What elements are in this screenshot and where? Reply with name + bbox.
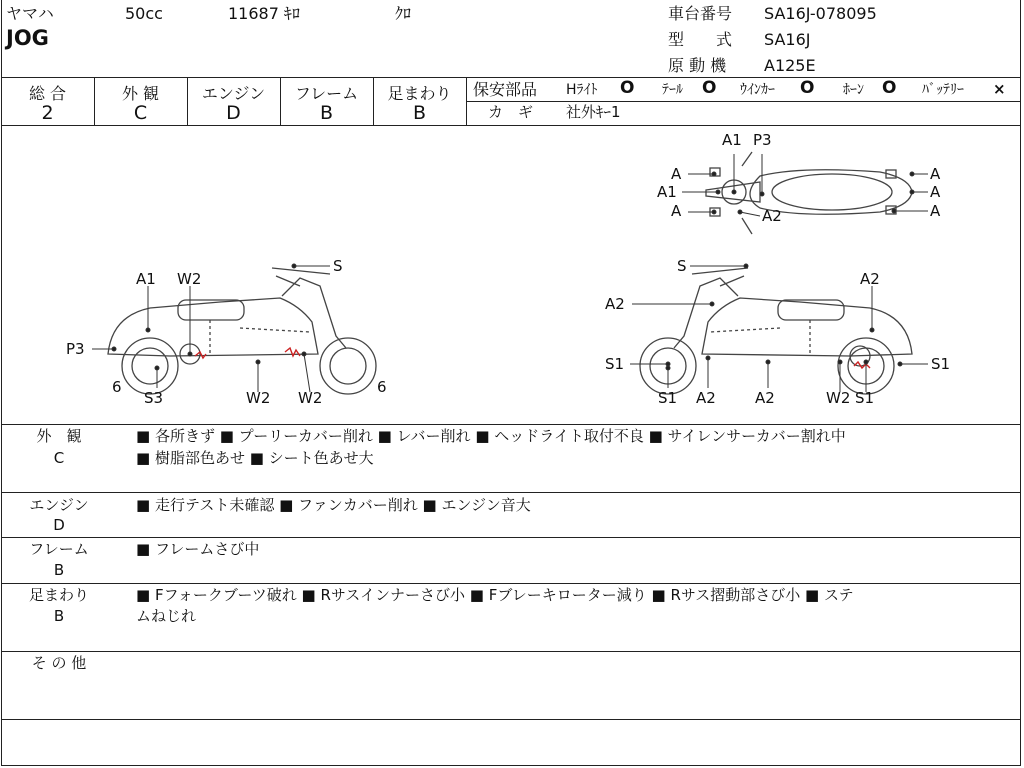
diagram-label: A xyxy=(671,165,682,183)
diagram-label: W2 xyxy=(177,270,202,288)
engine-model-value: A125E xyxy=(764,56,816,75)
model-name: JOG xyxy=(6,26,49,50)
grade-engine-label: エンジン xyxy=(201,84,266,103)
frame-no-value: SA16J-078095 xyxy=(764,4,877,23)
key-label: カ ギ xyxy=(488,103,534,121)
divider xyxy=(1,424,1021,425)
frame-no-label: 車台番号 xyxy=(668,4,733,23)
remark-grade: D xyxy=(53,516,65,534)
remark-grade: C xyxy=(53,449,65,467)
grade-overall-value: 2 xyxy=(41,102,54,124)
diagram-label: A1 xyxy=(136,270,156,288)
key-value: 社外ｷｰ1 xyxy=(566,103,621,121)
diagram-label: A xyxy=(930,202,941,220)
maker: ヤマハ xyxy=(6,4,54,23)
diagram-label: W2 xyxy=(298,389,323,407)
remark-category: そ の 他 xyxy=(31,654,87,672)
diagram-label: A xyxy=(671,202,682,220)
remark-line: ■ 走行テスト未確認 ■ ファンカバー削れ ■ エンジン音大 xyxy=(136,496,531,514)
diagram-label: S1 xyxy=(605,355,625,373)
divider xyxy=(1,651,1021,652)
diagram-label: A2 xyxy=(762,207,782,225)
diagram-label: A1 xyxy=(657,183,677,201)
remark-category: フレーム xyxy=(29,540,89,558)
diagram-label: S1 xyxy=(931,355,951,373)
diagram-label: 6 xyxy=(377,378,387,396)
divider xyxy=(1,492,1021,493)
diagram-label: A2 xyxy=(605,295,625,313)
diagram-label: A2 xyxy=(860,270,880,288)
grade-suspension-label: 足まわり xyxy=(387,84,452,103)
remark-line: ■ Fフォークブーツ破れ ■ Rサスインナーさび小 ■ Fブレーキローター減り ■ Rサス摺動部さび小 ■ ステ xyxy=(136,586,854,604)
diagram-label: A xyxy=(930,165,941,183)
remark-line: ■ 各所きず ■ プーリーカバー削れ ■ レバー削れ ■ ヘッドライト取付不良 ■ サイレンサーカバー割れ中 xyxy=(136,427,846,445)
safety-battery-label: ﾊﾞｯﾃﾘｰ xyxy=(922,82,964,98)
diagram-label: P3 xyxy=(66,340,85,358)
diagram-label: S xyxy=(677,257,687,275)
divider xyxy=(466,77,467,125)
grade-overall-label: 総 合 xyxy=(28,84,67,103)
safety-label: 保安部品 xyxy=(473,80,538,99)
divider xyxy=(1,719,1021,720)
remark-line: ■ フレームさび中 xyxy=(136,540,260,558)
grade-engine-value: D xyxy=(226,102,241,124)
grade-frame-label: フレーム xyxy=(294,84,359,103)
divider xyxy=(1,583,1021,584)
safety-winker-mark: O xyxy=(800,78,815,98)
engine-model-label: 原 動 機 xyxy=(668,56,727,75)
safety-headlight-mark: O xyxy=(620,78,635,98)
safety-battery-mark: × xyxy=(993,80,1006,98)
remark-category: 外 観 xyxy=(36,427,82,445)
mileage: 11687 ｷﾛ xyxy=(228,4,300,23)
diagram-label: W2 xyxy=(826,389,851,407)
grade-suspension-value: B xyxy=(412,102,427,124)
safety-headlight-label: Hﾗｲﾄ xyxy=(566,82,598,98)
type-value: SA16J xyxy=(764,30,811,49)
safety-tail-mark: O xyxy=(702,78,717,98)
safety-horn-mark: O xyxy=(882,78,897,98)
remark-category: エンジン xyxy=(29,496,89,514)
remark-line: ムねじれ xyxy=(136,607,197,625)
diagram-label: A xyxy=(930,183,941,201)
divider xyxy=(466,101,1021,102)
diagram-label: 6 xyxy=(112,378,122,396)
remark-grade: B xyxy=(53,607,65,625)
safety-winker-label: ｳｲﾝｶｰ xyxy=(740,82,775,98)
diagram-label: S1 xyxy=(855,389,875,407)
displacement: 50cc xyxy=(125,4,163,23)
safety-tail-label: ﾃｰﾙ xyxy=(662,82,683,98)
divider xyxy=(1,77,1021,78)
diagram-label: P3 xyxy=(753,131,772,149)
grade-exterior-value: C xyxy=(133,102,148,124)
diagram-label: S xyxy=(333,257,343,275)
diagram-label: A2 xyxy=(755,389,775,407)
grade-exterior-label: 外 観 xyxy=(121,84,160,103)
divider xyxy=(1,537,1021,538)
diagram-label: S1 xyxy=(658,389,678,407)
remark-category: 足まわり xyxy=(28,586,89,604)
diagram-label: W2 xyxy=(246,389,271,407)
top-view-scooter xyxy=(706,152,912,234)
remark-grade: B xyxy=(53,561,65,579)
safety-horn-label: ﾎｰﾝ xyxy=(843,82,864,98)
type-label: 型 式 xyxy=(668,30,733,49)
color: ｸﾛ xyxy=(395,4,412,23)
remark-line: ■ 樹脂部色あせ ■ シート色あせ大 xyxy=(136,449,374,467)
diagram-label: S3 xyxy=(144,389,164,407)
diagram-label: A2 xyxy=(696,389,716,407)
diagram-label: A1 xyxy=(722,131,742,149)
grade-frame-value: B xyxy=(319,102,334,124)
